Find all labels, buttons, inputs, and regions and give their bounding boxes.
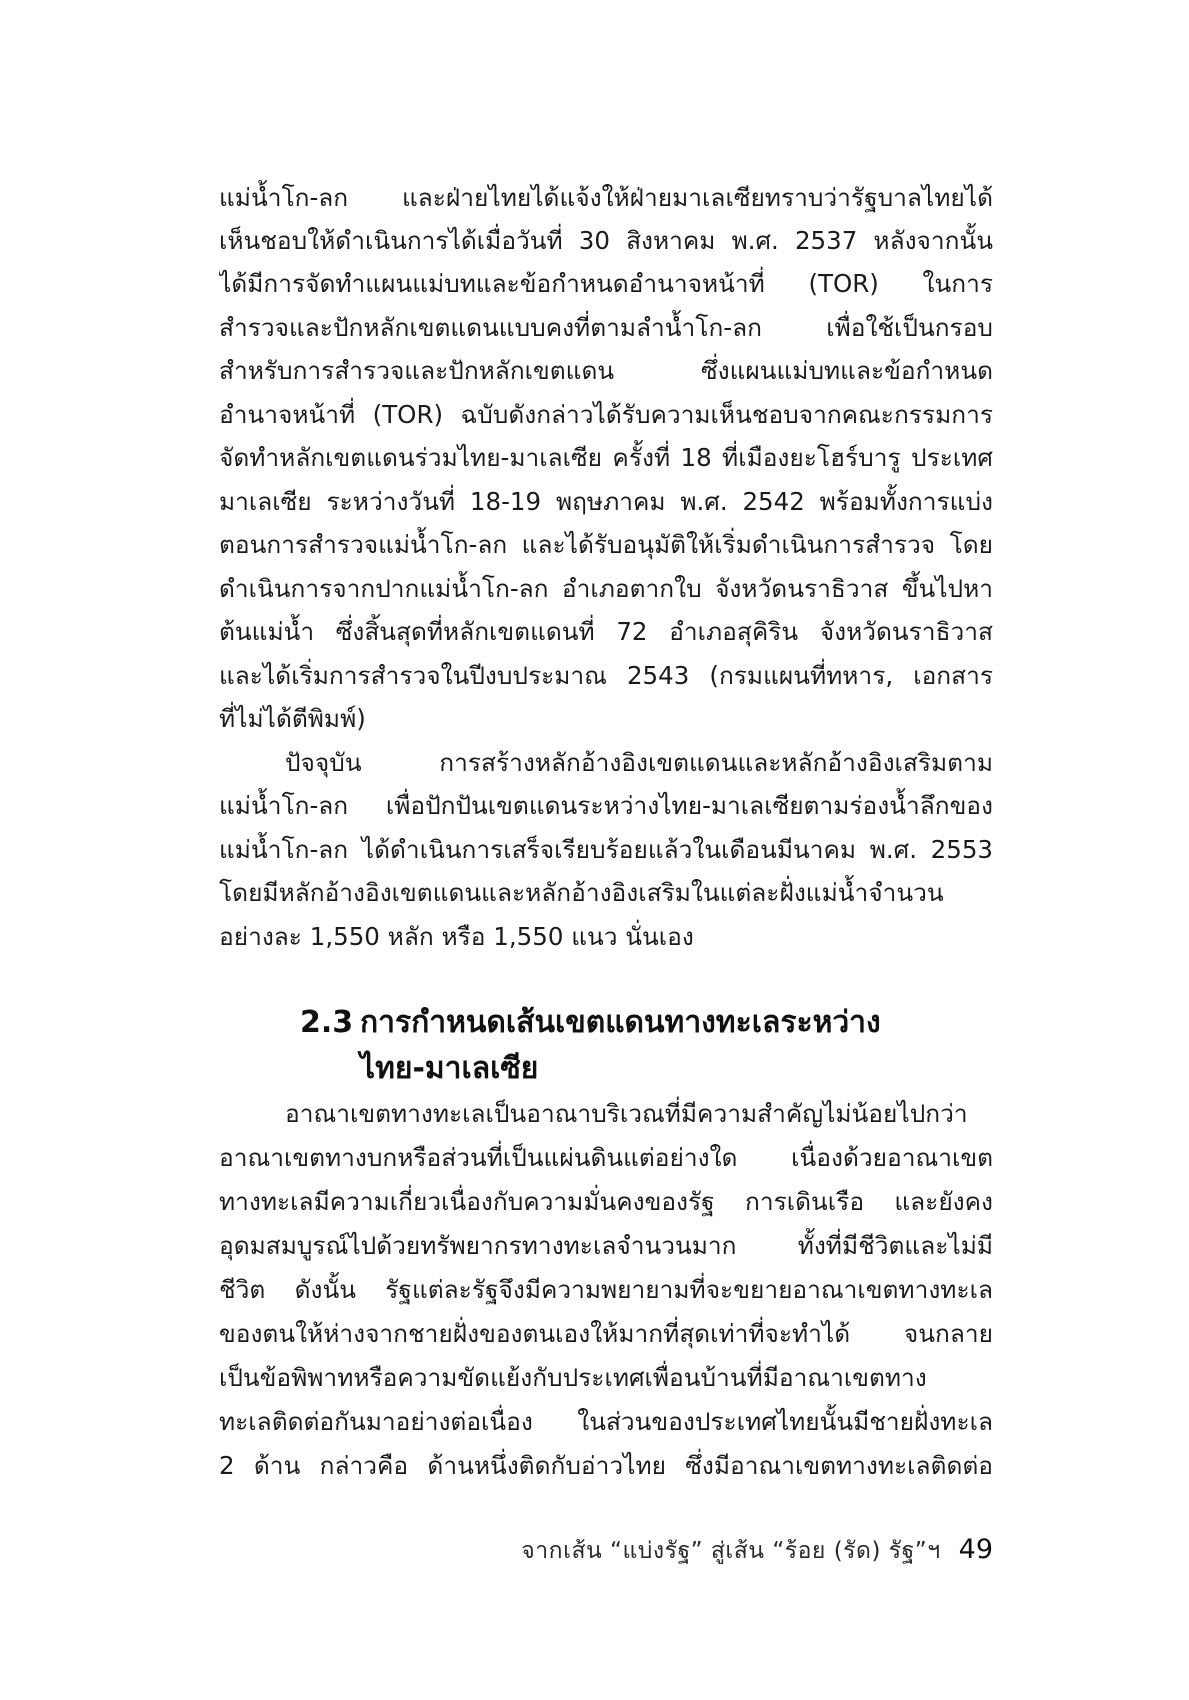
text-line: อย่างละ 1,550 หลัก หรือ 1,550 แนว นั่นเอง (219, 922, 694, 951)
text-line: และได้เริ่มการสำรวจในปีงบประมาณ 2543 (กรมแผนที่ทหาร, เอกสาร (219, 661, 993, 690)
text-line: อาณาเขตทางทะเลเป็นอาณาบริเวณที่มีความสำคัญไม่น้อยไปกว่า (285, 1099, 968, 1128)
text-line: ทางทะเลมีความเกี่ยวเนื่องกับความมั่นคงของรัฐ การเดินเรือ และยังคง (219, 1187, 993, 1216)
page-number: 49 (958, 1534, 993, 1565)
text-line: ที่ไม่ได้ตีพิมพ์) (219, 704, 366, 733)
section-title-line-2: ไทย-มาเลเซีย (360, 1051, 539, 1086)
text-line: สำรวจและปักหลักเขตแดนแบบคงที่ตามลำน้ำโก-ลก เพื่อใช้เป็นกรอบ (219, 313, 993, 342)
text-line: ของตนให้ห่างจากชายฝั่งของตนเองให้มากที่สุดเท่าที่จะทำได้ จนกลาย (219, 1319, 993, 1348)
section-title-line-1: การกำหนดเส้นเขตแดนทางทะเลระหว่าง (360, 1005, 881, 1040)
section-heading-continued (360, 1046, 538, 1092)
text-line: เป็นข้อพิพาทหรือความขัดแย้งกับประเทศเพื่อนบ้านที่มีอาณาเขตทาง (219, 1363, 927, 1392)
text-line: อุดมสมบูรณ์ไปด้วยทรัพยากรทางทะเลจำนวนมาก ทั้งที่มีชีวิตและไม่มี (219, 1231, 993, 1260)
running-title: จากเส้น “แบ่งรัฐ” สู่เส้น “ร้อย (รัด) รัฐ”ฯ (521, 1538, 941, 1564)
text-line: ปัจจุบัน การสร้างหลักอ้างอิงเขตแดนและหลักอ้างอิงเสริมตาม (285, 748, 993, 777)
text-line: อาณาเขตทางบกหรือส่วนที่เป็นแผ่นดินแต่อย่างใด เนื่องด้วยอาณาเขต (219, 1143, 993, 1172)
text-line: สำหรับการสำรวจและปักหลักเขตแดน ซึ่งแผนแม่บทและข้อกำหนด (219, 356, 993, 385)
text-line: ดำเนินการจากปากแม่น้ำโก-ลก อำเภอตากใบ จังหวัดนราธิวาส ขึ้นไปหา (219, 574, 993, 603)
text-line: แม่น้ำโก-ลก ได้ดำเนินการเสร็จเรียบร้อยแล้วในเดือนมีนาคม พ.ศ. 2553 (219, 835, 993, 864)
text-line: แม่น้ำโก-ลก และฝ่ายไทยได้แจ้งให้ฝ่ายมาเลเซียทราบว่ารัฐบาลไทยได้ (219, 183, 993, 212)
text-line: ทะเลติดต่อกันมาอย่างต่อเนื่อง ในส่วนของประเทศไทยนั้นมีชายฝั่งทะเล (219, 1407, 993, 1436)
text-line: 2 ด้าน กล่าวคือ ด้านหนึ่งติดกับอ่าวไทย ซึ่งมีอาณาเขตทางทะเลติดต่อ (219, 1451, 993, 1480)
text-line: เห็นชอบให้ดำเนินการได้เมื่อวันที่ 30 สิงหาคม พ.ศ. 2537 หลังจากนั้น (219, 226, 993, 255)
text-line: จัดทำหลักเขตแดนร่วมไทย-มาเลเซีย ครั้งที่ 18 ที่เมืองยะโฮร์บารู ประเทศ (219, 443, 993, 472)
section-number: 2.3 (300, 1005, 354, 1040)
text-line: โดยมีหลักอ้างอิงเขตแดนและหลักอ้างอิงเสริมในแต่ละฝั่งแม่น้ำจำนวน (219, 878, 944, 907)
text-line: ตอนการสำรวจแม่น้ำโก-ลก และได้รับอนุมัติให้เริ่มดำเนินการสำรวจ โดย (219, 530, 993, 559)
text-line: อำนาจหน้าที่ (TOR) ฉบับดังกล่าวได้รับความเห็นชอบจากคณะกรรมการ (219, 400, 993, 429)
text-line: ได้มีการจัดทำแผนแม่บทและข้อกำหนดอำนาจหน้าที่ (TOR) ในการ (219, 269, 993, 298)
text-line: แม่น้ำโก-ลก เพื่อปักปันเขตแดนระหว่างไทย-มาเลเซียตามร่องน้ำลึกของ (219, 791, 993, 820)
text-line: มาเลเซีย ระหว่างวันที่ 18-19 พฤษภาคม พ.ศ. 2542 พร้อมทั้งการแบ่ง (219, 487, 993, 516)
page-footer (520, 1533, 993, 1573)
section-heading (300, 1000, 881, 1046)
text-line: ต้นแม่น้ำ ซึ่งสิ้นสุดที่หลักเขตแดนที่ 72 อำเภอสุคิริน จังหวัดนราธิวาส (219, 617, 993, 646)
text-line: ชีวิต ดังนั้น รัฐแต่ละรัฐจึงมีความพยายามที่จะขยายอาณาเขตทางทะเล (219, 1275, 993, 1304)
